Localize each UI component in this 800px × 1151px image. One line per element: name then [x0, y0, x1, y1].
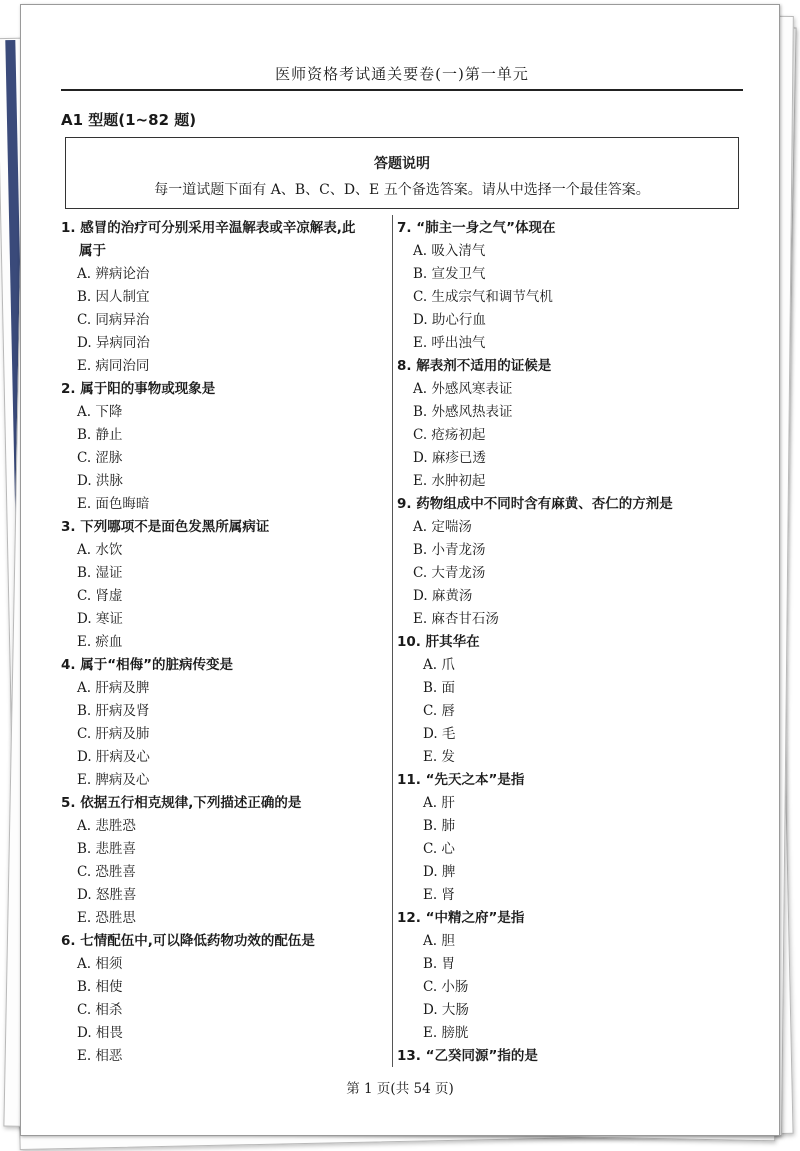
answer-option: C. 同病异治 — [77, 312, 150, 328]
answer-option: D. 寒证 — [77, 611, 123, 627]
question-item — [397, 769, 727, 907]
answer-option: C. 生成宗气和调节气机 — [413, 289, 553, 305]
question-item — [61, 516, 391, 654]
answer-option: E. 病同治同 — [77, 358, 150, 374]
page-number: 第 1 页(共 54 页) — [346, 1081, 454, 1097]
answer-option: E. 相恶 — [77, 1048, 123, 1064]
answer-option: A. 辨病论治 — [77, 266, 150, 282]
answer-option: A. 相须 — [77, 956, 123, 972]
answer-option: C. 相杀 — [77, 1002, 123, 1018]
answer-option: C. 大青龙汤 — [413, 565, 486, 581]
answer-option: A. 胆 — [423, 933, 455, 949]
answer-option: C. 疮疡初起 — [413, 427, 486, 443]
question-stem: 4. 属于“相侮”的脏病传变是 — [61, 657, 233, 673]
answer-option: D. 麻疹已透 — [413, 450, 486, 466]
question-item — [397, 355, 727, 493]
question-stem: 9. 药物组成中不同时含有麻黄、杏仁的方剂是 — [397, 496, 673, 512]
answer-option: D. 相畏 — [77, 1025, 123, 1041]
question-stem-continued: 属于 — [79, 243, 106, 259]
answer-option: D. 异病同治 — [77, 335, 150, 351]
answer-option: E. 呼出浊气 — [413, 335, 486, 351]
answer-option: E. 恐胜思 — [77, 910, 136, 926]
answer-option: A. 下降 — [77, 404, 123, 420]
answer-option: C. 肝病及肺 — [77, 726, 150, 742]
answer-option: C. 恐胜喜 — [77, 864, 136, 880]
answer-option: C. 心 — [423, 841, 455, 857]
answer-option: A. 定喘汤 — [413, 519, 472, 535]
answer-option: A. 水饮 — [77, 542, 123, 558]
answer-option: E. 发 — [423, 749, 455, 765]
question-stem: 10. 肝其华在 — [397, 634, 480, 650]
answer-option: D. 肝病及心 — [77, 749, 150, 765]
question-stem: 7. “肺主一身之气”体现在 — [397, 220, 556, 236]
answer-option: E. 膀胱 — [423, 1025, 469, 1041]
answer-option: A. 外感风寒表证 — [413, 381, 513, 397]
question-item — [61, 378, 391, 516]
question-stem: 13. “乙癸同源”指的是 — [397, 1048, 538, 1064]
question-item — [397, 907, 727, 1045]
question-item — [397, 493, 727, 631]
answer-option: B. 静止 — [77, 427, 123, 443]
answer-option: A. 悲胜恐 — [77, 818, 136, 834]
right-column — [397, 217, 727, 1068]
answer-option: B. 相使 — [77, 979, 123, 995]
instructions-box — [65, 137, 739, 209]
question-stem: 5. 依据五行相克规律,下列描述正确的是 — [61, 795, 302, 811]
answer-option: A. 肝 — [423, 795, 455, 811]
question-stem: 11. “先天之本”是指 — [397, 772, 525, 788]
answer-option: B. 肺 — [423, 818, 456, 834]
answer-option: E. 麻杏甘石汤 — [413, 611, 499, 627]
answer-option: E. 水肿初起 — [413, 473, 486, 489]
exam-page — [20, 4, 780, 1136]
answer-option: B. 悲胜喜 — [77, 841, 137, 857]
answer-option: C. 涩脉 — [77, 450, 123, 466]
question-stem: 3. 下列哪项不是面色发黑所属病证 — [61, 519, 270, 535]
question-item — [397, 1045, 727, 1068]
answer-option: B. 肝病及肾 — [77, 703, 150, 719]
question-item — [61, 217, 391, 378]
answer-option: E. 脾病及心 — [77, 772, 150, 788]
question-stem: 12. “中精之府”是指 — [397, 910, 525, 926]
answer-option: E. 面色晦暗 — [77, 496, 150, 512]
answer-option: D. 毛 — [423, 726, 456, 742]
question-stem: 2. 属于阳的事物或现象是 — [61, 381, 216, 397]
answer-option: B. 因人制宜 — [77, 289, 150, 305]
answer-option: D. 脾 — [423, 864, 456, 880]
question-stem: 6. 七情配伍中,可以降低药物功效的配伍是 — [61, 933, 315, 949]
answer-option: A. 爪 — [423, 657, 455, 673]
header-rule — [61, 89, 743, 91]
answer-option: A. 吸入清气 — [413, 243, 486, 259]
instructions-text: 每一道试题下面有 A、B、C、D、E 五个备选答案。请从中选择一个最佳答案。 — [154, 182, 650, 198]
question-item — [61, 654, 391, 792]
running-title: 医师资格考试通关要卷(一)第一单元 — [275, 65, 529, 83]
answer-option: E. 肾 — [423, 887, 455, 903]
left-column — [61, 217, 391, 1068]
answer-option: B. 宣发卫气 — [413, 266, 486, 282]
question-item — [397, 217, 727, 355]
answer-option: D. 怒胜喜 — [77, 887, 137, 903]
answer-option: D. 洪脉 — [77, 473, 123, 489]
answer-option: E. 瘀血 — [77, 634, 123, 650]
question-stem: 1. 感冒的治疗可分别采用辛温解表或辛凉解表,此 — [61, 220, 356, 236]
answer-option: C. 小肠 — [423, 979, 469, 995]
question-stem: 8. 解表剂不适用的证候是 — [397, 358, 552, 374]
answer-option: B. 胃 — [423, 956, 456, 972]
answer-option: C. 肾虚 — [77, 588, 123, 604]
answer-option: B. 面 — [423, 680, 456, 696]
column-divider — [392, 215, 393, 1067]
instructions-title: 答题说明 — [374, 156, 430, 172]
answer-option: D. 助心行血 — [413, 312, 486, 328]
answer-option: D. 麻黄汤 — [413, 588, 473, 604]
answer-option: B. 外感风热表证 — [413, 404, 513, 420]
section-title: A1 型题(1~82 题) — [61, 111, 197, 129]
answer-option: D. 大肠 — [423, 1002, 469, 1018]
question-item — [61, 930, 391, 1068]
question-item — [61, 792, 391, 930]
answer-option: B. 小青龙汤 — [413, 542, 486, 558]
answer-option: C. 唇 — [423, 703, 455, 719]
answer-option: B. 湿证 — [77, 565, 123, 581]
answer-option: A. 肝病及脾 — [77, 680, 150, 696]
question-item — [397, 631, 727, 769]
